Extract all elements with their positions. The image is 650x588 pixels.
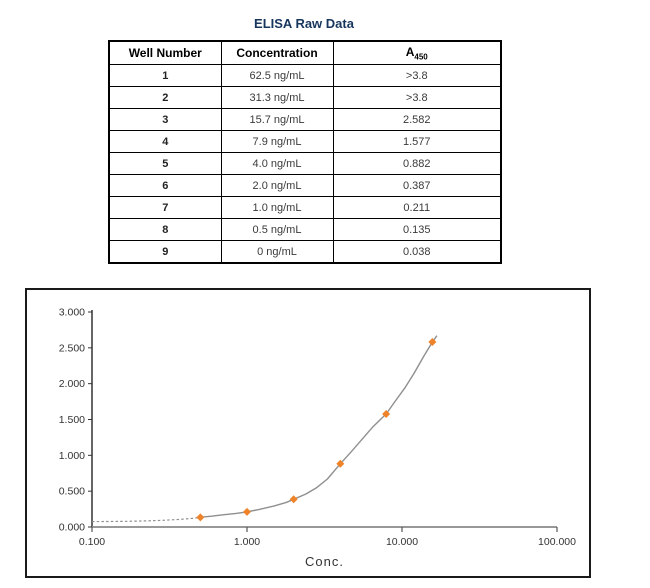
a450-cell: 1.577 <box>333 131 501 153</box>
elisa-table-body <box>109 65 501 264</box>
table-row <box>109 197 501 219</box>
concentration-cell: 7.9 ng/mL <box>221 131 333 153</box>
a450-header-subscript: 450 <box>414 52 428 62</box>
elisa-raw-data-table <box>108 40 502 264</box>
x-axis-title: Conc. <box>305 554 344 569</box>
table-row <box>109 241 501 264</box>
a450-cell: >3.8 <box>333 87 501 109</box>
y-tick-label: 2.000 <box>58 378 85 391</box>
data-points <box>196 338 436 521</box>
a450-cell: 0.211 <box>333 197 501 219</box>
concentration-cell: 2.0 ng/mL <box>221 175 333 197</box>
data-point-marker <box>243 508 251 516</box>
table-row <box>109 175 501 197</box>
y-tick-label: 3.000 <box>58 306 85 319</box>
concentration-cell: 15.7 ng/mL <box>221 109 333 131</box>
well-number-header: Well Number <box>109 41 221 65</box>
x-tick-label: 100.000 <box>538 536 576 548</box>
fitted-curve <box>92 336 437 522</box>
table-row <box>109 219 501 241</box>
x-tick-label: 1.000 <box>233 536 261 548</box>
table-row <box>109 65 501 87</box>
concentration-cell: 1.0 ng/mL <box>221 197 333 219</box>
a450-cell: >3.8 <box>333 65 501 87</box>
concentration-header: Concentration <box>221 41 333 65</box>
a450-header <box>333 41 501 65</box>
a450-cell: 0.387 <box>333 175 501 197</box>
concentration-cell: 0 ng/mL <box>221 241 333 264</box>
table-row <box>109 87 501 109</box>
x-axis <box>79 527 576 569</box>
x-tick-label: 10.000 <box>385 536 419 548</box>
well-number-cell: 5 <box>109 153 221 175</box>
y-tick-label: 1.000 <box>58 449 85 462</box>
standard-curve-chart <box>25 288 591 578</box>
concentration-cell: 31.3 ng/mL <box>221 87 333 109</box>
y-tick-label: 2.500 <box>58 342 85 355</box>
y-tick-label: 1.500 <box>58 414 85 426</box>
a450-header-base: A <box>405 44 415 59</box>
a450-cell: 0.882 <box>333 153 501 175</box>
well-number-cell: 7 <box>109 197 221 219</box>
well-number-cell: 9 <box>109 241 221 264</box>
data-point-marker <box>196 513 204 521</box>
a450-cell: 0.135 <box>333 219 501 241</box>
well-number-cell: 2 <box>109 87 221 109</box>
concentration-cell: 0.5 ng/mL <box>221 219 333 241</box>
table-header-row <box>109 41 501 65</box>
a450-cell: 2.582 <box>333 109 501 131</box>
a450-cell: 0.038 <box>333 241 501 264</box>
table-row <box>109 131 501 153</box>
y-axis <box>59 307 92 534</box>
y-tick-label: 0.000 <box>58 521 85 534</box>
well-number-cell: 4 <box>109 131 221 153</box>
y-tick-label: 0.500 <box>58 485 85 498</box>
well-number-cell: 8 <box>109 219 221 241</box>
data-point-marker <box>290 495 298 503</box>
concentration-cell: 4.0 ng/mL <box>221 153 333 175</box>
page-title: ELISA Raw Data <box>254 16 354 31</box>
x-tick-label: 0.100 <box>78 536 106 548</box>
concentration-cell: 62.5 ng/mL <box>221 65 333 87</box>
well-number-cell: 3 <box>109 109 221 131</box>
well-number-cell: 6 <box>109 175 221 197</box>
well-number-cell: 1 <box>109 65 221 87</box>
table-row <box>109 109 501 131</box>
table-row <box>109 153 501 175</box>
chart-canvas <box>27 290 589 576</box>
